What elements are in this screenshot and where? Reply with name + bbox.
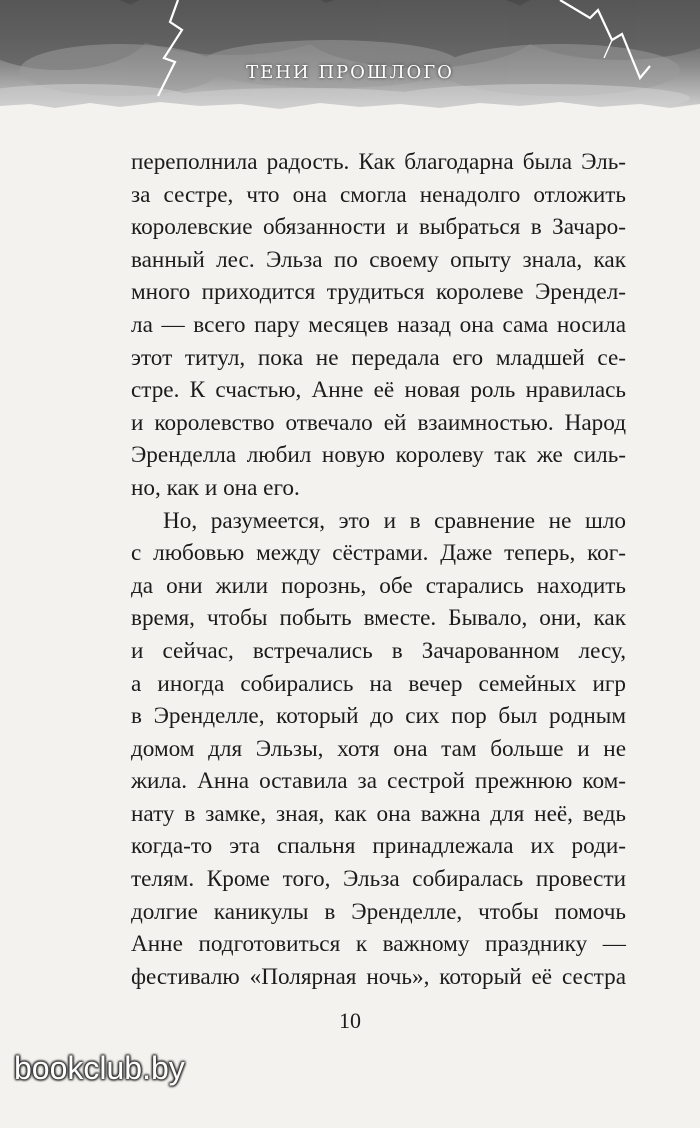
text-line: время, чтобы побыть вместе. Бывало, они, как [131, 605, 626, 632]
text-line: а иногда собирались на вечер семейных игр [131, 670, 626, 697]
text-line: но, как и она его. [131, 474, 300, 501]
text-line: переполнила радость. Как благодарна была Эль- [131, 149, 626, 175]
text-line: и сейчас, встречались в Зачарованном лесу, [131, 637, 626, 664]
text-line: и королевство отвечало ей взаимностью. Народ [131, 409, 626, 436]
text-line: фестивалю «Полярная ночь», который её сестра [131, 963, 626, 990]
running-head-title: ТЕНИ ПРОШЛОГО [246, 62, 454, 83]
text-line: много приходится трудиться королеве Эрендел- [131, 279, 626, 306]
storm-cloud-illustration [0, 0, 700, 112]
text-line: нату в замке, зная, как она важна для неё, ведь [131, 800, 626, 827]
text-line: ла — всего пару месяцев назад она сама носила [131, 311, 626, 338]
storm-cloud-header [0, 0, 700, 112]
body-text [131, 146, 626, 993]
text-line: ванный лес. Эльза по своему опыту знала, как [131, 246, 626, 273]
text-line: в Эренделле, который до сих пор был родным [131, 703, 626, 730]
text-line: этот титул, пока не передала его младшей се- [131, 344, 626, 371]
site-watermark: bookclub.by [14, 1050, 185, 1086]
text-line: стре. К счастью, Анне её новая роль нравилась [131, 377, 626, 404]
text-line: да они жили порознь, обе старались находить [131, 572, 626, 599]
text-line: королевские обязанности и выбраться в Зачаро- [131, 214, 626, 241]
text-line: жила. Анна оставила за сестрой прежнюю ком- [131, 768, 626, 795]
text-line: за сестре, что она смогла ненадолго отложить [131, 181, 626, 208]
text-line: с любовью между сёстрами. Даже теперь, ког- [131, 540, 626, 567]
text-line: телям. Кроме того, Эльза собиралась провести [131, 866, 626, 893]
text-line: когда-то эта спальня принадлежала их роди- [131, 833, 626, 860]
page-number: 10 [339, 1008, 361, 1033]
text-line: долгие каникулы в Эренделле, чтобы помочь [131, 898, 626, 925]
text-line-paragraph-start: Но, разумеется, это и в сравнение не шло [163, 507, 626, 534]
text-line: домом для Эльзы, хотя она там больше и не [131, 735, 626, 762]
text-line: Анне подготовиться к важному празднику — [131, 931, 626, 958]
text-line: Эренделла любил новую королеву так же силь- [131, 442, 626, 469]
